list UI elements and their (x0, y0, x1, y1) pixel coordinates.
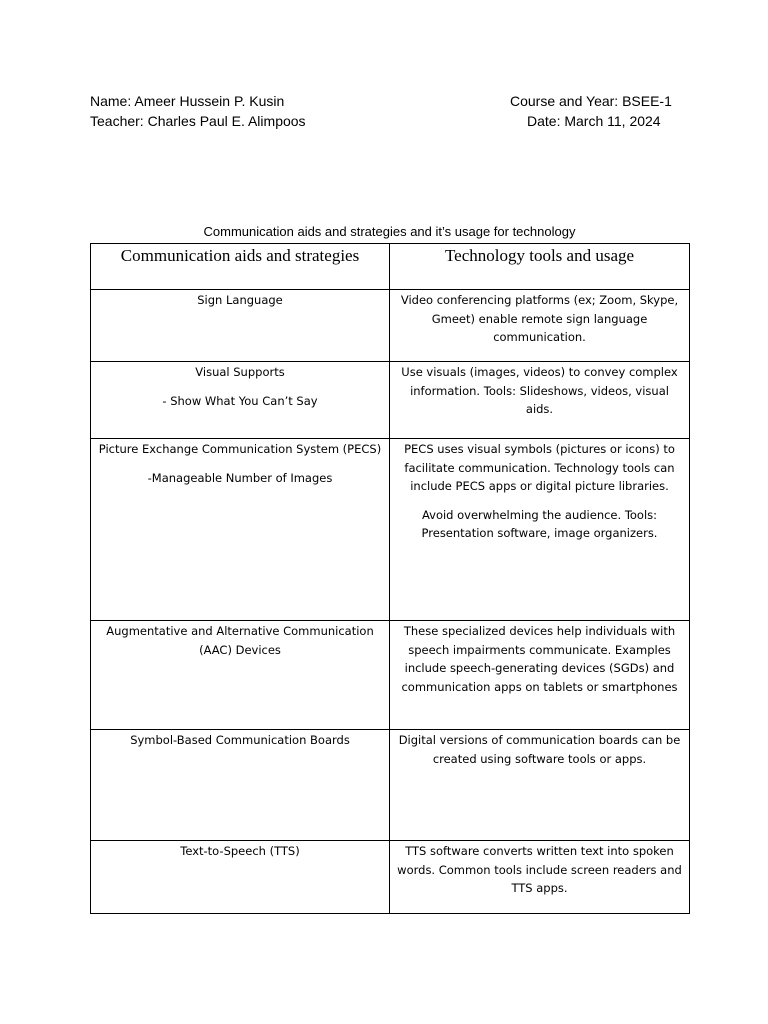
table-row (91, 362, 690, 439)
aid-text: Text-to-Speech (TTS) (180, 844, 300, 858)
teacher-name: Teacher: Charles Paul E. Alimpoos (90, 113, 306, 129)
communication-aids-table (90, 243, 690, 914)
aid-text: Picture Exchange Communication System (PECS) (98, 442, 382, 456)
aid-cell (91, 439, 390, 621)
usage-cell (390, 439, 690, 621)
usage-text: Video conferencing platforms (ex; Zoom, Skype, Gmeet) enable remote sign language communication. (400, 293, 679, 344)
table-row (91, 730, 690, 841)
document-date: Date: March 11, 2024 (527, 113, 661, 129)
aid-subtext: -Manageable Number of Images (147, 470, 333, 485)
aid-text: Visual Supports (195, 365, 285, 379)
table-row (91, 621, 690, 730)
aid-cell (91, 730, 390, 841)
usage-cell (390, 290, 690, 362)
usage-text: TTS software converts written text into spoken words. Common tools include screen readers and TTS apps. (397, 844, 682, 895)
table-row (91, 841, 690, 914)
column-header-aids: Communication aids and strategies (91, 244, 390, 290)
usage-text: Digital versions of communication boards can be created using software tools or apps. (398, 733, 681, 766)
table-row (91, 290, 690, 362)
usage-cell (390, 362, 690, 439)
usage-cell (390, 841, 690, 914)
usage-cell (390, 730, 690, 841)
aid-cell (91, 621, 390, 730)
table-caption: Communication aids and strategies and it’s usage for technology (203, 224, 576, 239)
table-row (91, 439, 690, 621)
course-year: Course and Year: BSEE-1 (510, 93, 672, 109)
aid-cell (91, 362, 390, 439)
aid-text: Augmentative and Alternative Communication (AAC) Devices (106, 624, 374, 657)
aid-text: Symbol-Based Communication Boards (130, 733, 350, 747)
column-header-tools: Technology tools and usage (390, 244, 690, 290)
table-header-row (91, 244, 690, 290)
aid-subtext: - Show What You Can’t Say (162, 393, 318, 408)
usage-text: Use visuals (images, videos) to convey complex information. Tools: Slideshows, videos, visual aids. (401, 365, 678, 416)
aid-cell (91, 290, 390, 362)
usage-text: These specialized devices help individuals with speech impairments communicate. Examples include speech-generating devices (SGDs) and communication apps on tablets or smartphones (401, 624, 678, 694)
aid-cell (91, 841, 390, 914)
usage-cell (390, 621, 690, 730)
student-name: Name: Ameer Hussein P. Kusin (90, 93, 285, 109)
usage-text: PECS uses visual symbols (pictures or icons) to facilitate communication. Technology tools can include PECS apps or digital picture libraries. (404, 442, 675, 493)
usage-text: Avoid overwhelming the audience. Tools: Presentation software, image organizers. (421, 507, 658, 540)
aid-text: Sign Language (197, 293, 283, 307)
